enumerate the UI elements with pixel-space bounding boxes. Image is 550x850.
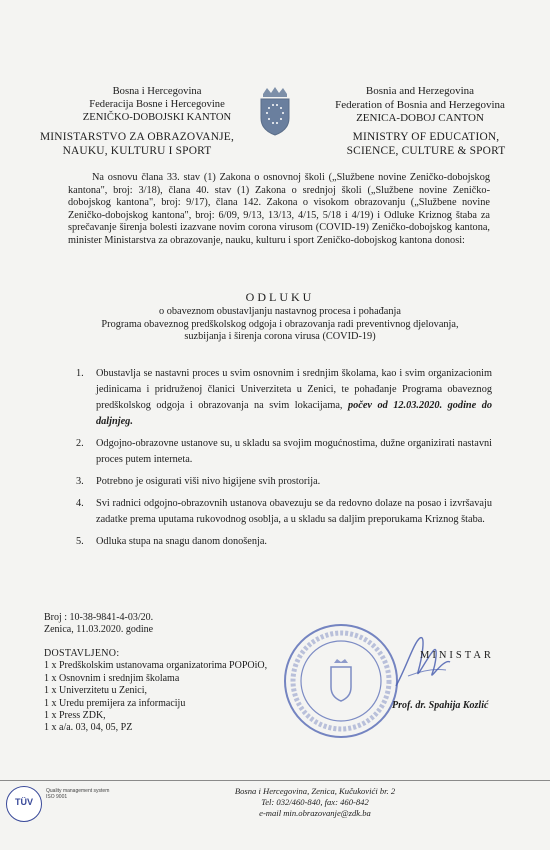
distribution-line: 1 x a/a. 03, 04, 05, PZ <box>44 722 133 734</box>
cert-text <box>46 788 126 800</box>
decision-subtitle-line: o obaveznom obustavljanju nastavnog procesa i pohađanja <box>159 306 401 317</box>
decision-subtitle-line: Programa obaveznog predškolskog odgoja i obrazovanja radi preventivnog djelovanja, <box>101 318 459 330</box>
reference-block <box>44 612 264 637</box>
distribution-line: 1 x Predškolskim ustanovama organizatorima POPOiO, <box>44 660 268 672</box>
intro-paragraph: Na osnovu člana 33. stav (1) Zakona o osnovnoj školi („Službene novine Zeničko-dobojskog kantona", broj: 3/18), člana 40. stav (1) Zakona o srednjoj školi („Službene novine Zeničko-dobojskog kantona", broj: 9/17), člana 142. Zakona o visokom obrazovanju („Službene novine Zeničko-dobojskog kantona", broj: 6/09, 9/13, 13/13, 4/15, 5/18 i 4/19) i Odluke Kriznog štaba za sprečavanje širenja bolesti izazvane novim corona virusom (COVID-19) Zeničko-dobojskog kantona, minister Ministarstva za obrazovanje, nauku, kulturu i sport Zeničko-dobojskog kantona donosi: <box>68 172 490 246</box>
decision-item <box>76 436 492 468</box>
tuv-brand: TÜV <box>15 797 33 807</box>
decision-title: ODLUKU <box>245 290 315 304</box>
item-emphasis: počev od 12.03.2020. godine do daljnjeg. <box>96 400 492 427</box>
reference-date: Zenica, 11.03.2020. godine <box>44 624 154 636</box>
footer-divider <box>0 780 550 781</box>
header-left <box>62 85 252 124</box>
header-right <box>300 85 540 126</box>
ministry-name-local-2 <box>28 130 246 158</box>
distribution-line: 1 x Osnovnim i srednjim školama <box>44 672 180 684</box>
item-text: Odgojno-obrazovne ustanove su, u skladu sa svojim mogućnostima, dužne organizirati nastavni proces putem interneta. <box>96 438 492 465</box>
ministry-line: SCIENCE, CULTURE & SPORT <box>346 145 506 157</box>
item-text: Potrebno je osigurati viši nivo higijene svih prostorija. <box>96 476 321 487</box>
header-left-line: Bosna i Hercegovina <box>112 86 202 97</box>
ministry-name-english <box>316 130 536 158</box>
coat-of-arms-icon <box>257 86 293 136</box>
ministry-line: NAUKU, KULTURU I SPORT <box>62 145 212 157</box>
item-number: 5. <box>76 536 84 547</box>
distribution-line: 1 x Press ZDK, <box>44 710 106 722</box>
footer-line: Bosna i Hercegovina, Zenica, Kučukovići br. 2 <box>234 786 396 796</box>
cert-line: Quality management system <box>46 788 110 794</box>
distribution-line: 1 x Uredu premijera za informaciju <box>44 697 186 709</box>
ministry-line: MINISTRY OF EDUCATION, <box>352 131 500 143</box>
footer-line: e-mail min.obrazovanje@zdk.ba <box>259 808 371 818</box>
decision-subtitle <box>50 306 510 344</box>
decision-subtitle-line: suzbijanja i širenja corona virusa (COVID-19) <box>184 331 376 343</box>
decision-item <box>76 496 492 528</box>
item-text: Odluka stupa na snagu danom donošenja. <box>96 536 268 547</box>
handwritten-signature-icon <box>388 628 458 698</box>
item-text: Svi radnici odgojno-obrazovnih ustanova obavezuju se da redovno dolaze na posao i izvršavaju zadatke prema uputama rukovodnog osoblja, a u skladu sa daljim preporukama Kriznog štaba. <box>96 498 492 525</box>
header-right-line: Federation of Bosnia and Herzegovina <box>335 98 505 111</box>
footer-address <box>200 786 430 819</box>
signature-role: MINISTAR <box>420 650 494 661</box>
header-right-line: Bosnia and Herzegovina <box>365 85 475 97</box>
footer-line: Tel: 032/460-840, fax: 460-842 <box>261 797 369 807</box>
ministry-line: MINISTARSTVO ZA OBRAZOVANJE, <box>39 131 235 143</box>
signature-name: Prof. dr. Spahija Kozlić <box>392 700 489 711</box>
cert-line: ISO 9001 <box>46 794 68 800</box>
header-right-line: ZENICA-DOBOJ CANTON <box>356 112 484 124</box>
distribution-line: 1 x Univerzitetu u Zenici, <box>44 685 148 697</box>
decision-item <box>76 366 492 430</box>
decision-item <box>76 534 492 550</box>
item-text: Obustavlja se nastavni proces u svim osnovnim i srednjim školama, kao i svim organizacionim jedinicama i pridruženoj članici Univerziteta u Zenici, te pohađanje Programa obaveznog predškolskog odgoja i obrazovanja na svim lokacijama, <box>96 368 492 411</box>
decision-item <box>76 474 492 490</box>
tuv-logo-icon <box>6 786 42 822</box>
header-left-line: Federacija Bosne i Hercegovine <box>89 99 225 110</box>
certification-badge <box>6 782 136 824</box>
official-stamp-icon <box>282 622 400 740</box>
item-number: 4. <box>76 498 84 509</box>
reference-number: Broj : 10-38-9841-4-03/20. <box>44 612 154 623</box>
item-number: 1. <box>76 368 84 379</box>
item-number: 2. <box>76 438 84 449</box>
distribution-heading: DOSTAVLJENO: <box>44 648 120 659</box>
header-left-line: ZENIČKO-DOBOJSKI KANTON <box>82 112 232 123</box>
decision-items <box>76 366 492 556</box>
item-number: 3. <box>76 476 84 487</box>
